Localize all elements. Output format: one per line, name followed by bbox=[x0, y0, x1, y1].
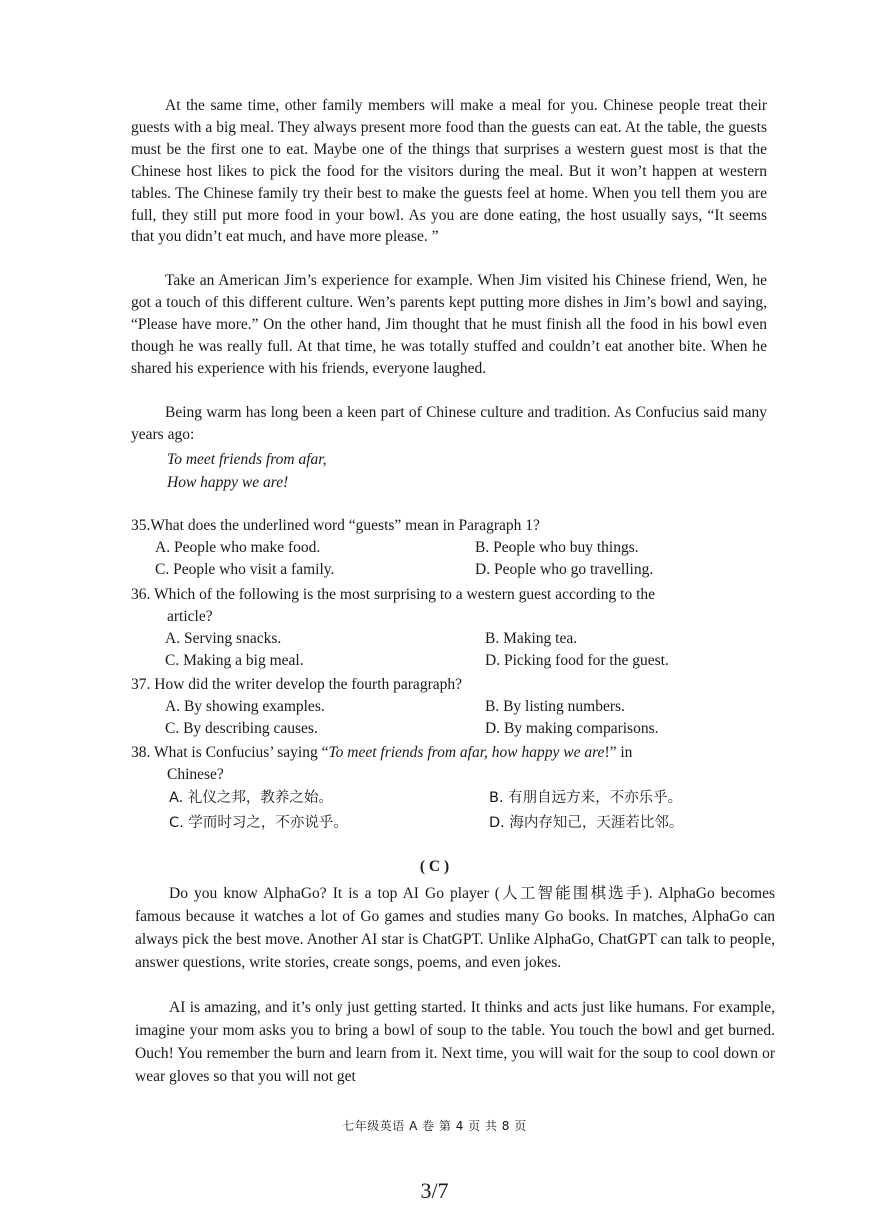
option-d[interactable]: D. By making comparisons. bbox=[485, 720, 659, 737]
question-35-stem: 35.What does the underlined word “guests” mean in Paragraph 1? bbox=[131, 517, 540, 534]
question-38-options bbox=[131, 786, 771, 836]
option-d[interactable]: D. 海内存知己，天涯若比邻。 bbox=[489, 815, 684, 831]
option-c[interactable]: C. Making a big meal. bbox=[165, 652, 304, 669]
question-38 bbox=[131, 742, 771, 836]
option-a[interactable]: A. By showing examples. bbox=[165, 698, 325, 715]
option-b[interactable]: B. By listing numbers. bbox=[485, 698, 625, 715]
question-37-stem: 37. How did the writer develop the fourth paragraph? bbox=[131, 676, 462, 693]
question-38-stem-quote: To meet friends from afar, how happy we are bbox=[328, 744, 605, 761]
paragraph-alphago bbox=[135, 882, 775, 974]
option-c[interactable]: C. People who visit a family. bbox=[155, 561, 335, 578]
option-a[interactable]: A. Serving snacks. bbox=[165, 630, 282, 647]
page-footer: 七年级英语 A 卷 第 4 页 共 8 页 bbox=[342, 1119, 527, 1133]
question-36 bbox=[131, 584, 771, 672]
question-38-stem-post: !” in bbox=[604, 744, 633, 761]
paragraph-meal-text: At the same time, other family members will make a meal for you. Chinese people treat their guests with a big meal. They always present more food than the guests can eat. At the table, the guests must be the first one to eat. Maybe one of the things that surprises a western guest most is that the Chinese host likes to pick the food for the visitors during the meal. But it won’t happen at western tables. The Chinese family try their best to make the guests feel at home. When you tell them you are full, they still put more food in your bowl. As you are done eating, the host usually says, “It seems that you didn’t eat much, and have more please. ” bbox=[131, 97, 767, 246]
option-d[interactable]: D. Picking food for the guest. bbox=[485, 652, 669, 669]
question-38-stem-line2: Chinese? bbox=[167, 766, 224, 783]
paragraph-confucius-text: Being warm has long been a keen part of Chinese culture and tradition. As Confucius said many years ago: bbox=[131, 404, 767, 443]
paragraph-jim-text: Take an American Jim’s experience for example. When Jim visited his Chinese friend, Wen, he got a touch of this different culture. Wen’s parents kept putting more dishes in Jim’s bowl and saying, “Please have more.” On the other hand, Jim thought that he must finish all the food in his bowl even though he was really full. At that time, he was totally stuffed and couldn’t eat another bite. When he shared his experience with his friends, everyone laughed. bbox=[131, 272, 767, 377]
option-c[interactable]: C. By describing causes. bbox=[165, 720, 318, 737]
paragraph-confucius bbox=[131, 402, 767, 446]
paragraph-alphago-text: Do you know AlphaGo? It is a top AI Go player (人工智能围棋选手). AlphaGo becomes famous because it watches a lot of Go games and studies many Go books. In matches, AlphaGo can always pick the best move. Another AI star is ChatGPT. Unlike AlphaGo, ChatGPT can talk to people, answer questions, write stories, create songs, poems, and even jokes. bbox=[135, 885, 775, 971]
confucius-poem bbox=[167, 448, 326, 494]
paragraph-ai bbox=[135, 996, 775, 1088]
question-36-stem-line1: 36. Which of the following is the most surprising to a western guest according to the bbox=[131, 586, 656, 603]
option-b[interactable]: B. Making tea. bbox=[485, 630, 578, 647]
option-b[interactable]: B. 有朋自远方来，不亦乐乎。 bbox=[489, 790, 683, 806]
question-35-options bbox=[131, 537, 771, 581]
poem-line-1: To meet friends from afar, bbox=[167, 451, 327, 468]
option-b[interactable]: B. People who buy things. bbox=[475, 539, 639, 556]
poem-line-2: How happy we are! bbox=[167, 474, 289, 491]
question-37-options bbox=[131, 696, 771, 740]
option-c[interactable]: C. 学而时习之，不亦说乎。 bbox=[169, 815, 348, 831]
paragraph-meal bbox=[131, 95, 767, 248]
section-c-heading: ( C ) bbox=[419, 858, 450, 875]
option-a[interactable]: A. People who make food. bbox=[155, 539, 321, 556]
option-a[interactable]: A. 礼仪之邦，教养之始。 bbox=[169, 790, 333, 806]
paragraph-jim bbox=[131, 270, 767, 380]
question-36-stem-line2: article? bbox=[167, 608, 213, 625]
question-35 bbox=[131, 515, 771, 581]
question-38-stem bbox=[131, 742, 771, 786]
question-38-stem-pre: 38. What is Confucius’ saying “ bbox=[131, 744, 329, 761]
question-37 bbox=[131, 674, 771, 740]
paragraph-ai-text: AI is amazing, and it’s only just getting started. It thinks and acts just like humans. For example, imagine your mom asks you to bring a bowl of soup to the table. You touch the bowl and get burned. Ouch! You remember the burn and learn from it. Next time, you will wait for the soup to cool down or wear gloves so that you will not get bbox=[135, 999, 775, 1085]
page-number: 3/7 bbox=[420, 1178, 449, 1203]
question-36-options bbox=[131, 628, 771, 672]
option-d[interactable]: D. People who go travelling. bbox=[475, 561, 654, 578]
question-36-stem bbox=[131, 584, 771, 628]
